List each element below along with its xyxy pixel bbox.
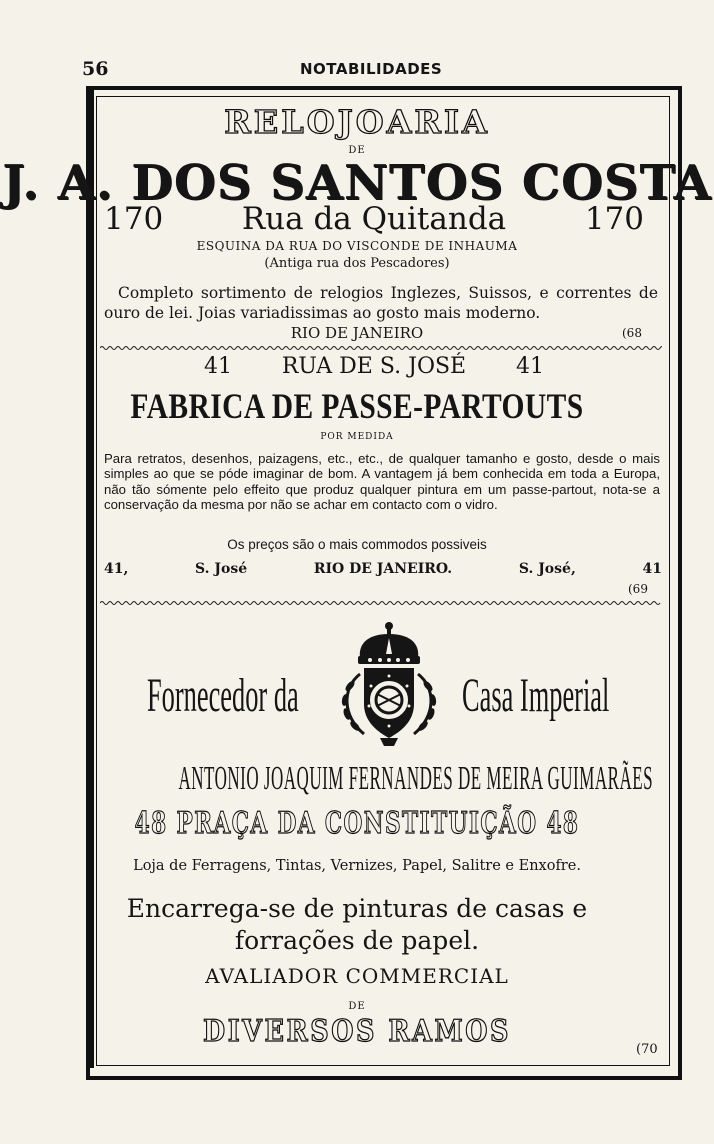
ad1-ref: (68 xyxy=(622,326,642,340)
ad3-de: DE xyxy=(348,1001,366,1012)
ad1-corner: ESQUINA DA RUA DO VISCONDE DE INHAUMA xyxy=(196,239,518,253)
ad2-footer-item: S. José, xyxy=(518,561,576,577)
ad2-text: Para retratos, desenhos, paizagens, etc., etc., de qualquer tamanho e gosto, desde o mais simples ao que se póde imaginar de bom. A vantagem já bem conhecida em toda a Europa, não tão sómente pelo effeito que produz qualquer pintura em um passe-partout, nota-se a conservação da mesma por não se achar em contacto com o vidro. xyxy=(104,451,660,512)
running-head: NOTABILIDADES xyxy=(300,60,443,78)
ad3-right-title: Casa Imperial xyxy=(462,669,610,722)
ad1-address xyxy=(104,201,644,237)
ad2-footer-item: 41 xyxy=(642,561,662,577)
ad1-de: DE xyxy=(348,145,366,156)
ad1-city: RIO DE JANEIRO xyxy=(290,324,424,342)
ad3-branches: DIVERSOS RAMOS xyxy=(203,1014,511,1049)
ad3-left-title: Fornecedor da xyxy=(147,669,299,722)
ad3-service-line1: Encarrega-se de pinturas de casas e xyxy=(126,894,588,923)
ad2-address xyxy=(204,354,544,379)
ad2-number-left: 41 xyxy=(204,354,232,379)
ad3-role: AVALIADOR COMMERCIAL xyxy=(205,964,509,988)
ad2-prices: Os preços são o mais commodos possiveis xyxy=(227,537,487,552)
wavy-rule-2 xyxy=(100,600,662,606)
ad1-owner: J. A. DOS SANTOS COSTA xyxy=(2,155,712,211)
ad2-subtitle: POR MEDIDA xyxy=(320,432,394,442)
ad3-ref: (70 xyxy=(636,1042,658,1057)
ad1-heading: RELOJOARIA xyxy=(224,103,490,141)
ad3-service-line2: forrações de papel. xyxy=(234,926,480,955)
ad3-owner: ANTONIO JOAQUIM FERNANDES DE MEIRA GUIMARÃES xyxy=(178,760,654,797)
ad2-footer-item: RIO DE JANEIRO. xyxy=(313,561,453,577)
ad2-ref: (69 xyxy=(628,582,648,596)
ad1-former-name: (Antiga rua dos Pescadores) xyxy=(264,256,450,271)
ad1-number-left: 170 xyxy=(104,201,164,237)
ad2-street: RUA DE S. JOSÉ xyxy=(281,354,467,379)
ad3-goods: Loja de Ferragens, Tintas, Vernizes, Papel, Salitre e Enxofre. xyxy=(133,858,581,874)
ad1-street: Rua da Quitanda xyxy=(241,201,507,237)
page-number: 56 xyxy=(82,58,109,80)
wavy-rule-1 xyxy=(100,345,662,351)
ad3-address: 48 PRAÇA DA CONSTITUIÇÃO 48 xyxy=(134,806,580,841)
ad2-footer xyxy=(104,561,662,577)
ad2-footer-item: S. José xyxy=(195,561,248,577)
ad2-number-right: 41 xyxy=(515,354,544,379)
imperial-crown-arms-icon xyxy=(330,616,448,748)
ad2-title: FABRICA DE PASSE-PARTOUTS xyxy=(130,386,584,426)
ad1-text: Completo sortimento de relogios Inglezes, Suissos, e correntes de ouro de lei. Joias variadissimas ao gosto mais moderno. xyxy=(104,284,658,322)
ad1-number-right: 170 xyxy=(584,201,644,237)
ad2-footer-item: 41, xyxy=(104,561,129,577)
